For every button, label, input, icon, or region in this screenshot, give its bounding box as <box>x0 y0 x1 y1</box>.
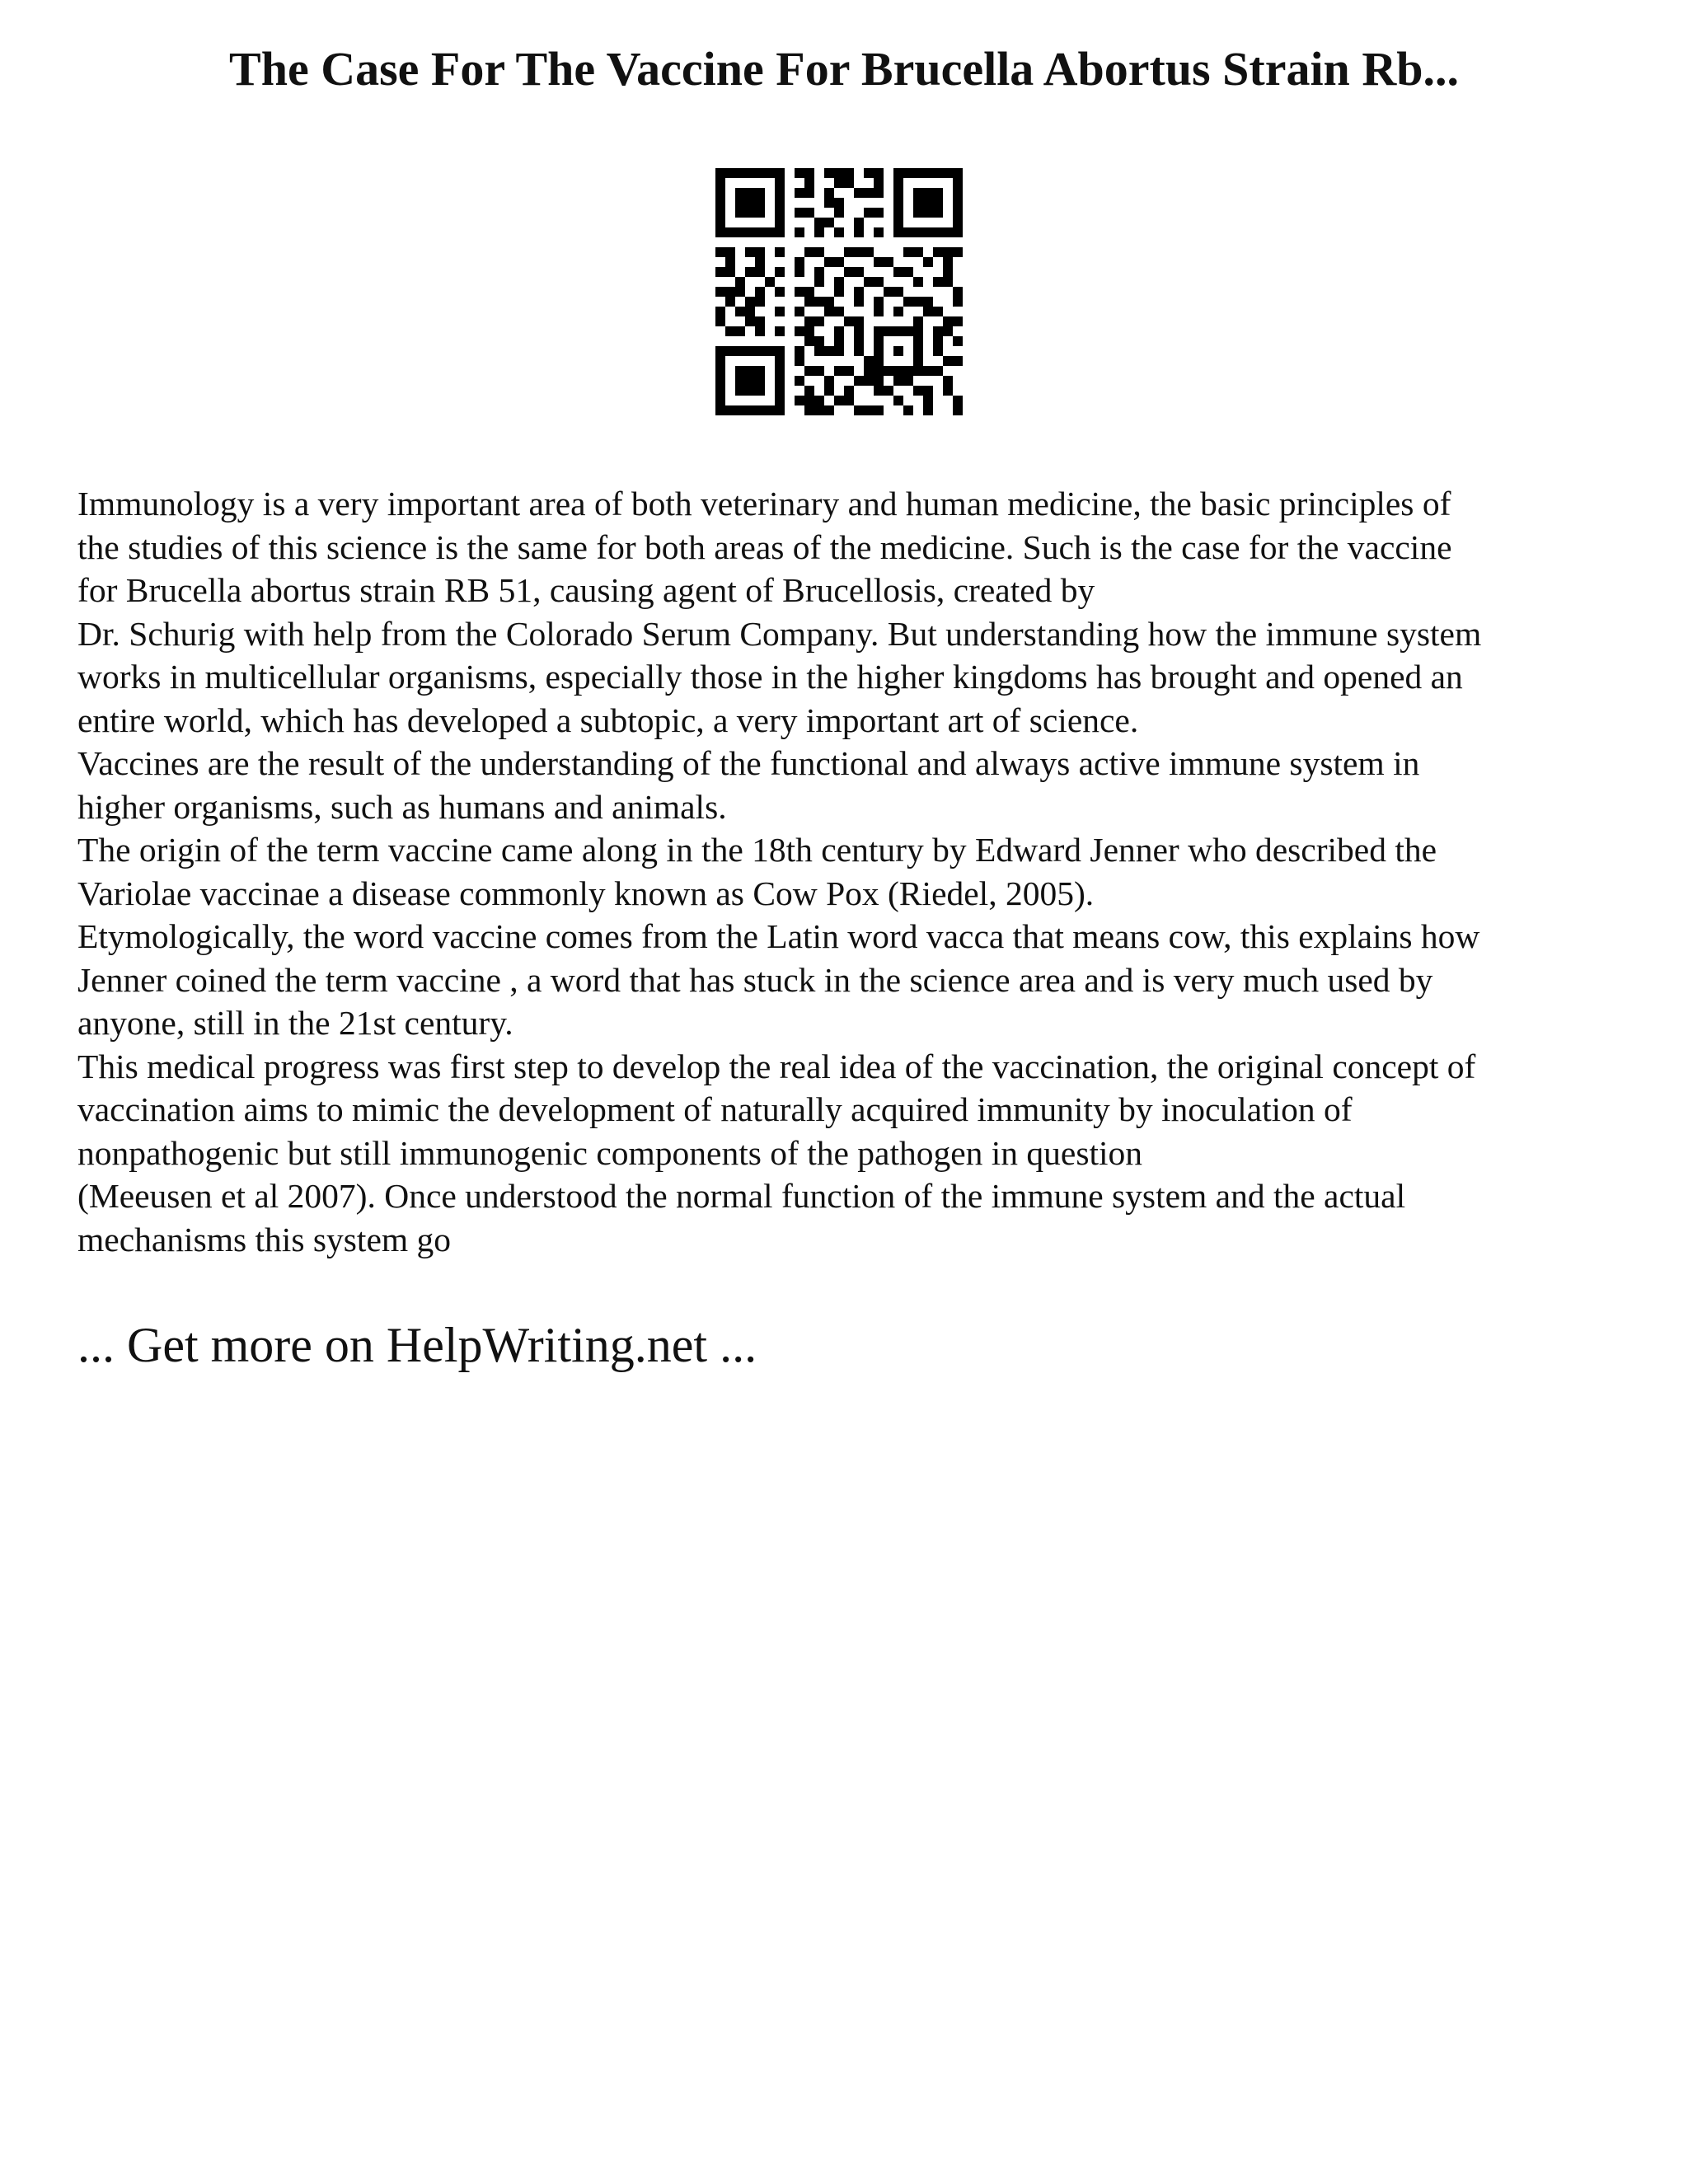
body-line: entire world, which has developed a subtopic, a very important art of science. <box>77 701 1139 739</box>
qr-code-graphic <box>715 168 963 415</box>
body-line: The origin of the term vaccine came along in the 18th century by Edward Jenner who described the <box>77 831 1437 869</box>
get-more-link[interactable]: ... Get more on HelpWriting.net ... <box>77 1318 757 1372</box>
body-line: anyone, still in the 21st century. <box>77 1004 513 1042</box>
body-line: nonpathogenic but still immunogenic components of the pathogen in question <box>77 1133 1143 1172</box>
body-line: Vaccines are the result of the understanding of the functional and always active immune system in <box>77 744 1420 782</box>
body-line: (Meeusen et al 2007). Once understood the normal function of the immune system and the actual <box>77 1177 1406 1215</box>
qr-code-icon[interactable] <box>715 168 963 415</box>
body-line: Etymologically, the word vaccine comes from the Latin word vacca that means cow, this explains how <box>77 917 1480 955</box>
document-title: The Case For The Vaccine For Brucella Abortus Strain Rb... <box>229 42 1459 96</box>
article-body <box>77 482 1643 1261</box>
body-line: Immunology is a very important area of both veterinary and human medicine, the basic principles of <box>77 485 1451 523</box>
body-line: higher organisms, such as humans and animals. <box>77 787 727 826</box>
body-line: This medical progress was first step to develop the real idea of the vaccination, the original concept of <box>77 1047 1476 1085</box>
body-line: the studies of this science is the same for both areas of the medicine. Such is the case for the vaccine <box>77 527 1452 566</box>
body-line: Jenner coined the term vaccine , a word that has stuck in the science area and is very much used by <box>77 960 1433 999</box>
body-line: Dr. Schurig with help from the Colorado Serum Company. But understanding how the immune system <box>77 614 1482 653</box>
body-line: Variolae vaccinae a disease commonly known as Cow Pox (Riedel, 2005). <box>77 874 1095 912</box>
body-line: works in multicellular organisms, especially those in the higher kingdoms has brought and opened an <box>77 658 1463 696</box>
body-line: mechanisms this system go <box>77 1220 452 1258</box>
body-line: for Brucella abortus strain RB 51, causing agent of Brucellosis, created by <box>77 571 1095 609</box>
body-line: vaccination aims to mimic the development of naturally acquired immunity by inoculation of <box>77 1090 1353 1128</box>
